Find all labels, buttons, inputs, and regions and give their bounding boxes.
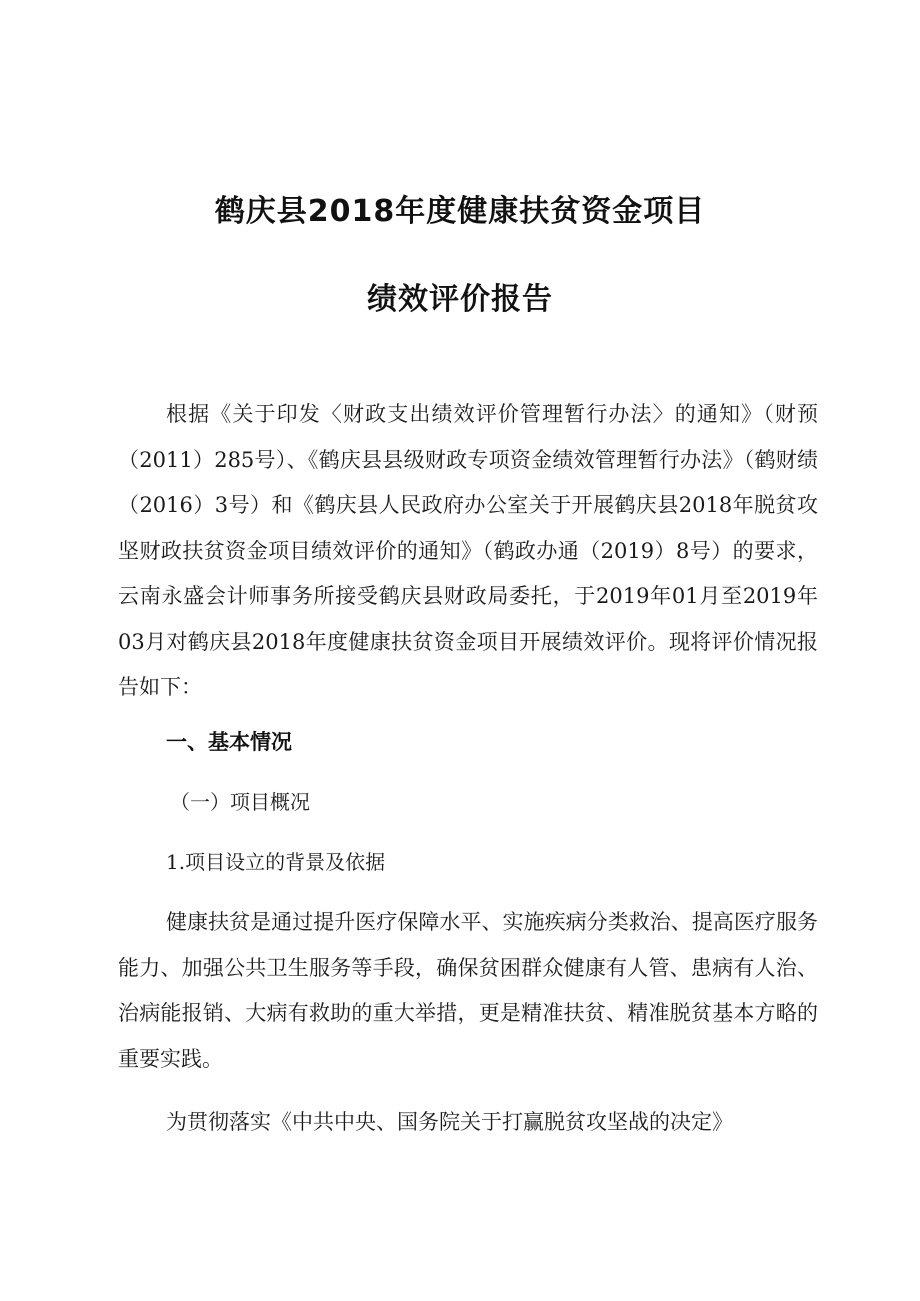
report-title-line-1: 鹤庆县2018年度健康扶贫资金项目 (214, 194, 706, 229)
implementation-paragraph: 为贯彻落实《中共中央、国务院关于打赢脱贫攻坚战的决定》 (166, 1110, 733, 1134)
report-title-line-2: 绩效评价报告 (367, 282, 553, 317)
item-heading-background: 1.项目设立的背景及依据 (166, 850, 386, 874)
health-poverty-paragraph: 健康扶贫是通过提升医疗保障水平、实施疾病分类救治、提高医疗服务能力、加强公共卫生服务等手段，确保贫困群众健康有人管、患病有人治、治病能报销、大病有救助的重大举措，更是精准扶贫、精准脱贫基本方略的重要实践。 (118, 910, 818, 1071)
subsection-heading-project-overview: （一）项目概况 (170, 790, 310, 814)
section-heading-basic-info: 一、基本情况 (166, 730, 292, 754)
intro-paragraph: 根据《关于印发〈财政支出绩效评价管理暂行办法〉的通知》（财预（2011）285号）、《鹤庆县县级财政专项资金绩效管理暂行办法》（鹤财绩（2016）3号）和《鹤庆县人民政府办公室关于开展鹤庆县2018年脱贫攻坚财政扶贫资金项目绩效评价的通知》（鹤政办通（2019）8号）的要求，云南永盛会计师事务所接受鹤庆县财政局委托，于2019年01月至2019年03月对鹤庆县2018年度健康扶贫资金项目开展绩效评价。现将评价情况报告如下： (118, 402, 818, 699)
